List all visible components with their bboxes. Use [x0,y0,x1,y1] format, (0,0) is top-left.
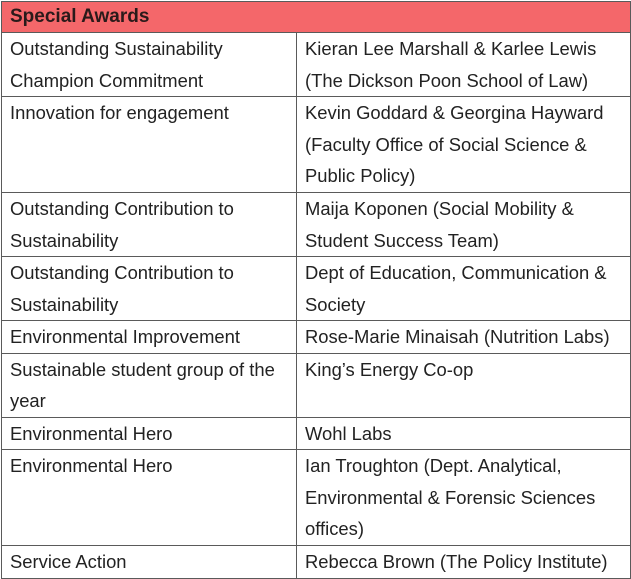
award-recipient: Dept of Education, Communication & Society [297,257,631,321]
table-header-special-awards: Special Awards [2,2,631,33]
award-recipient: Rebecca Brown (The Policy Institute) [297,546,631,579]
award-recipient: Wohl Labs [297,417,631,450]
award-category: Environmental Hero [2,450,297,546]
award-recipient: Rose-Marie Minaisah (Nutrition Labs) [297,321,631,354]
table-row [2,33,631,97]
table-header-row [2,2,631,33]
award-category: Innovation for engagement [2,97,297,193]
award-recipient: King’s Energy Co-op [297,353,631,417]
award-category: Outstanding Contribution to Sustainability [2,257,297,321]
award-recipient: Kieran Lee Marshall & Karlee Lewis (The Dickson Poon School of Law) [297,33,631,97]
award-recipient: Maija Koponen (Social Mobility & Student Success Team) [297,193,631,257]
award-recipient: Ian Troughton (Dept. Analytical, Environmental & Forensic Sciences offices) [297,450,631,546]
table-row [2,257,631,321]
award-recipient: Kevin Goddard & Georgina Hayward (Faculty Office of Social Science & Public Policy) [297,97,631,193]
table-row [2,97,631,193]
award-category: Outstanding Sustainability Champion Commitment [2,33,297,97]
table-row [2,353,631,417]
special-awards-table [1,1,631,579]
award-category: Environmental Improvement [2,321,297,354]
award-category: Environmental Hero [2,417,297,450]
award-category: Outstanding Contribution to Sustainability [2,193,297,257]
table-row [2,193,631,257]
award-category: Service Action [2,546,297,579]
table-row [2,546,631,579]
award-category: Sustainable student group of the year [2,353,297,417]
table-row [2,417,631,450]
table-row [2,450,631,546]
table-row [2,321,631,354]
